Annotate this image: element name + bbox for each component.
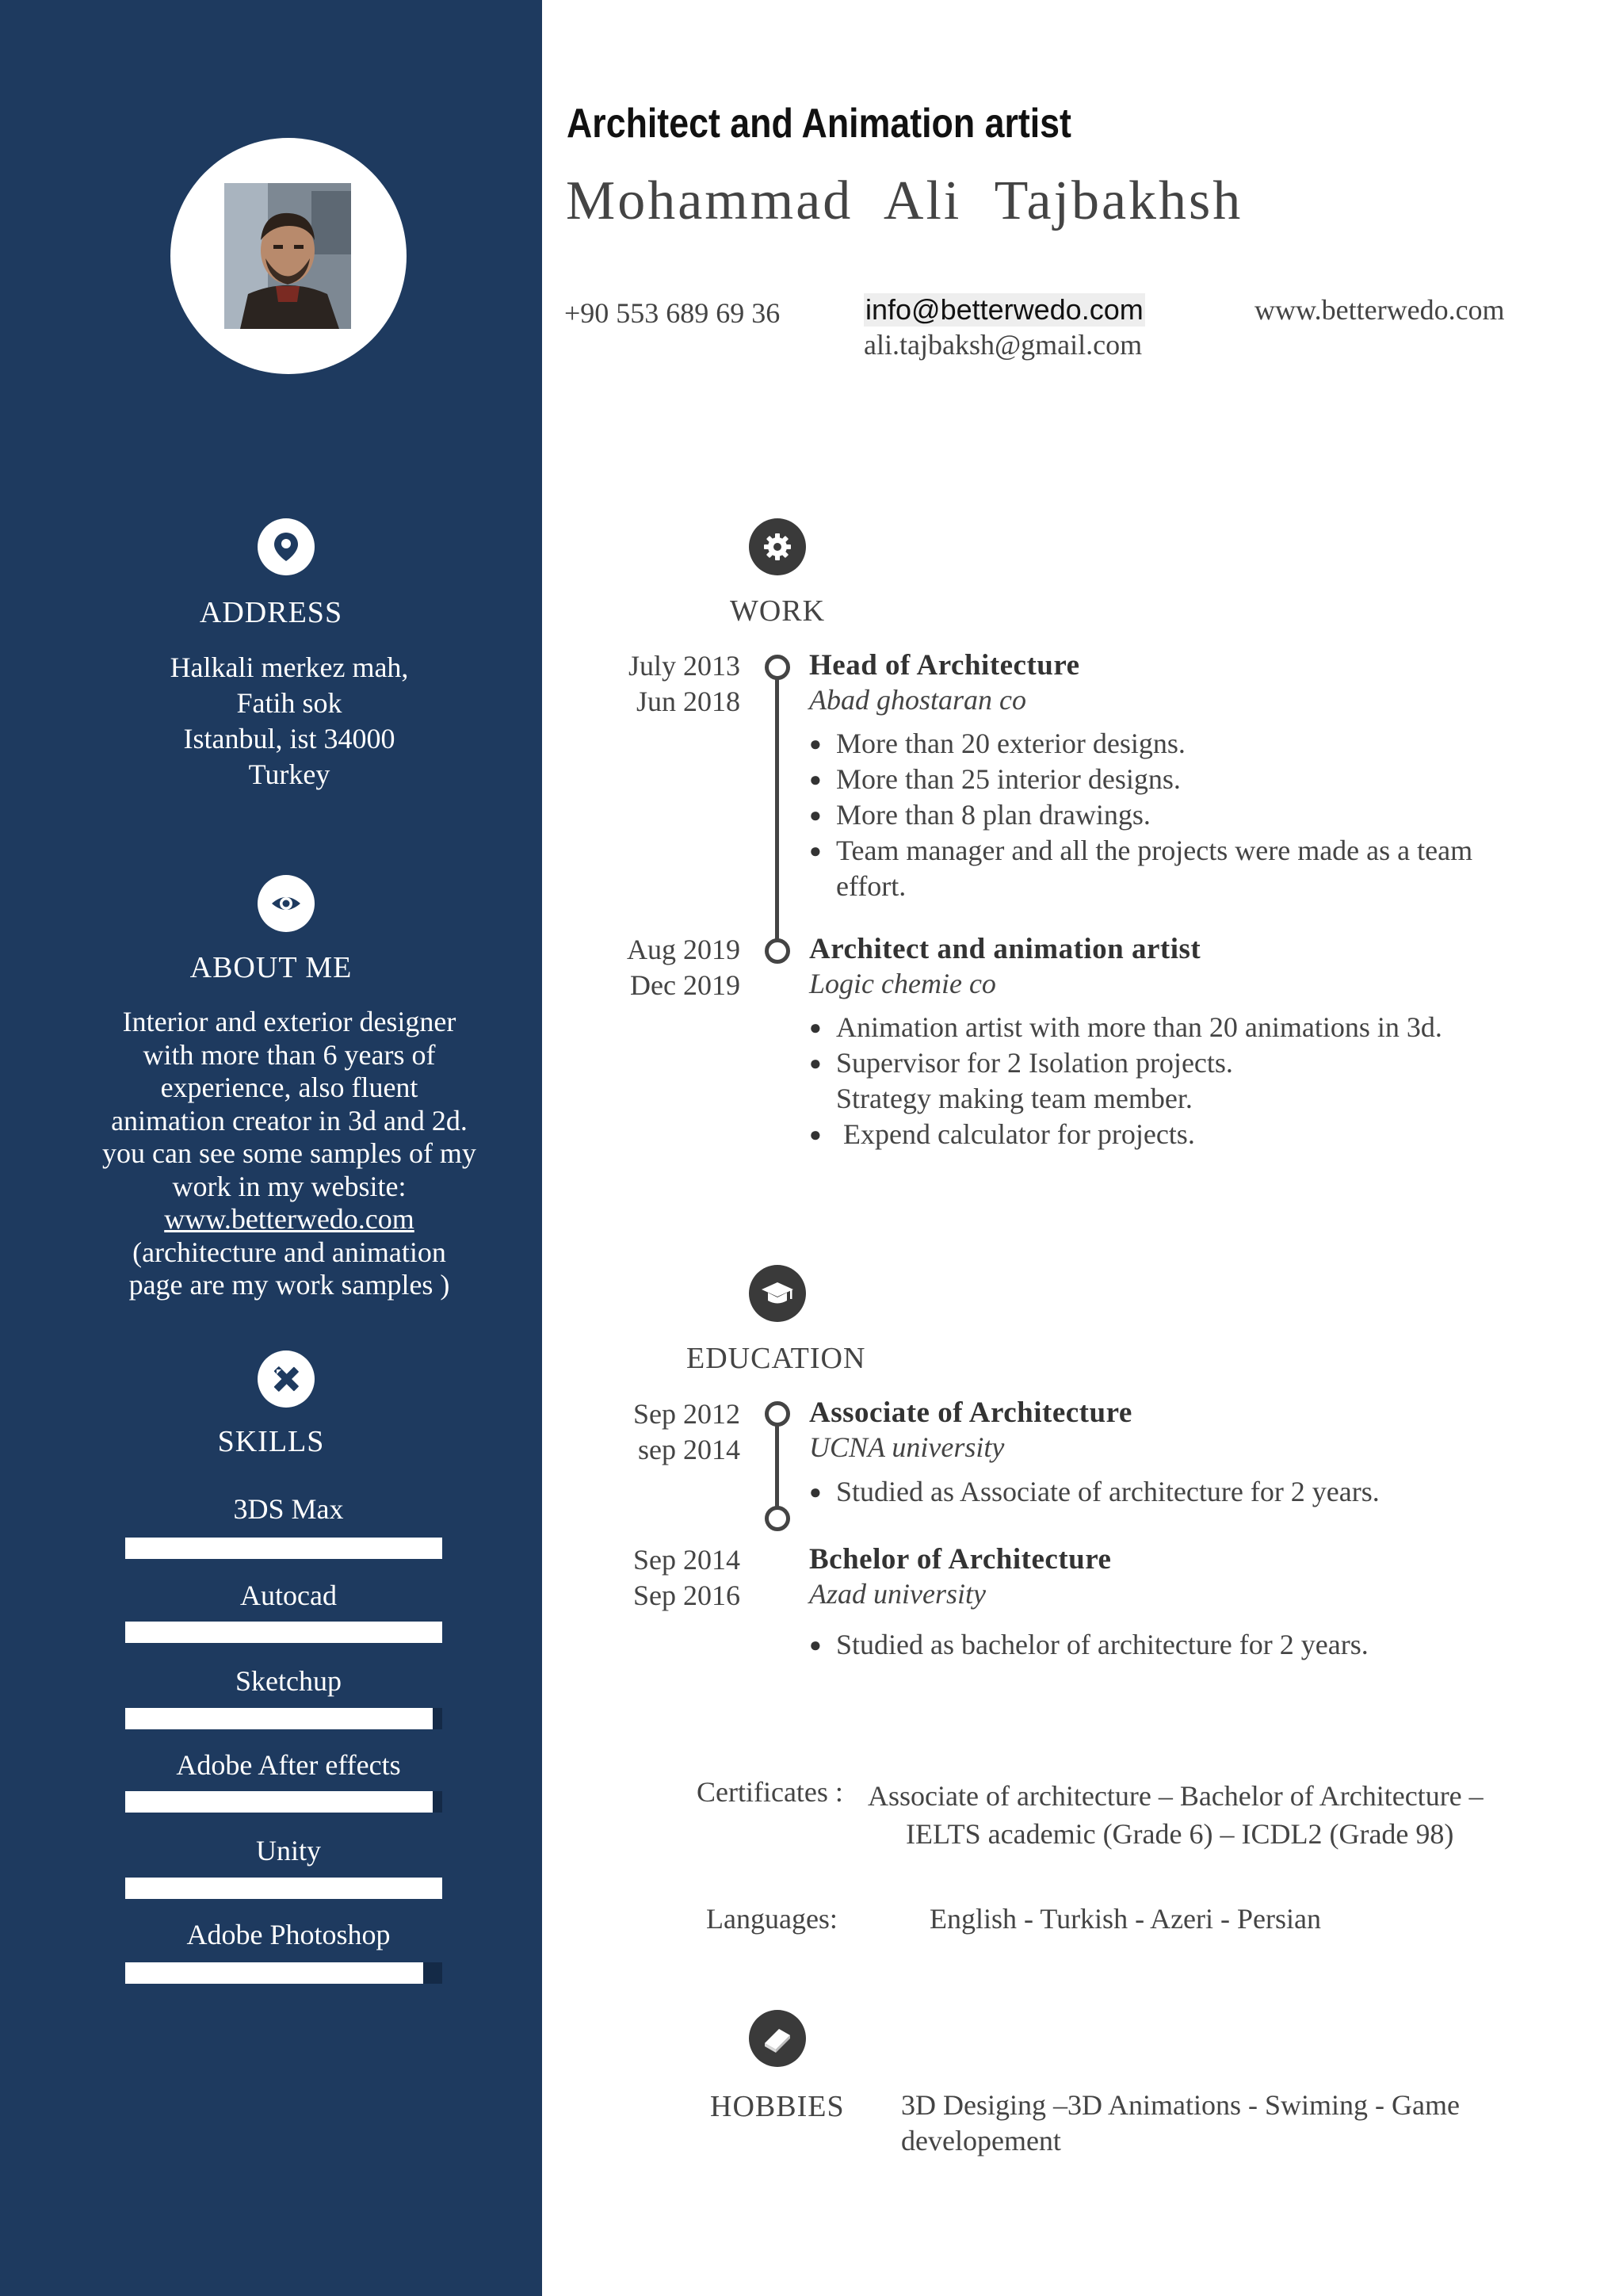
education-heading: EDUCATION [686,1342,866,1375]
list-item: ● More than 8 plan drawings. [809,797,1554,833]
skill-bar [125,1791,442,1813]
eye-icon [258,875,315,932]
list-item: ● Supervisor for 2 Isolation projects. [809,1045,1554,1081]
address-line: Turkey [248,758,330,790]
avatar [224,183,351,329]
date-start: Sep 2012 [633,1398,740,1430]
skill-label: Adobe Photoshop [186,1919,391,1950]
hobbies-text: 3D Desiging –3D Animations - Swiming - Game developement [901,2089,1460,2157]
address-line: Halkali merkez mah, [170,651,409,683]
skill-fill [125,1622,442,1643]
skill-label: Adobe After effects [176,1749,401,1781]
skill-bar [125,1538,442,1559]
list-item: Strategy making team member. [836,1083,1193,1114]
date-start: Aug 2019 [627,934,740,965]
website[interactable]: www.betterwedo.com [1254,294,1505,326]
person-name: Mohammad Ali Tajbakhsh [566,170,1243,231]
timeline-node [765,1401,790,1427]
about-text [55,1006,523,1302]
skill-label: 3DS Max [233,1493,344,1525]
entry-bullets [809,1010,1554,1152]
about-line: with more than 6 years of [143,1038,436,1071]
date-end: Sep 2016 [633,1580,740,1611]
graduation-cap-icon [749,1265,806,1322]
about-line: animation creator in 3d and 2d. [111,1104,468,1137]
date-start: Sep 2014 [633,1544,740,1576]
list-item: ● Animation artist with more than 20 animations in 3d. [809,1010,1554,1045]
address-line: Fatih sok [236,687,342,719]
about-line: Interior and exterior designer [122,1006,456,1037]
list-item: ● Studied as bachelor of architecture for 2 years. [809,1627,1554,1663]
sidebar [0,0,542,2296]
website-link[interactable]: www.betterwedo.com [164,1203,414,1235]
certificates-line: IELTS academic (Grade 6) – ICDL2 (Grade 98) [906,1818,1454,1850]
about-line: work in my website: [172,1170,407,1202]
pencil-ruler-icon [258,1350,315,1408]
list-item: ● Team manager and all the projects were made as a team effort. [809,833,1549,904]
job-title: Architect and Animation artist [567,101,1071,147]
email-secondary[interactable]: ali.tajbaksh@gmail.com [864,329,1143,361]
skill-fill [125,1962,423,1984]
map-pin-icon [258,518,315,575]
skill-fill [125,1791,433,1813]
work-date [613,648,740,720]
timeline-node [765,1506,790,1531]
languages-value: English - Turkish - Azeri - Persian [930,1903,1321,1935]
about-heading: ABOUT ME [189,951,353,984]
languages-label: Languages: [706,1903,838,1935]
skill-fill [125,1878,442,1899]
entry-bullets [809,1627,1554,1663]
entry-org: Azad university [809,1578,986,1610]
phone-number: +90 553 689 69 36 [564,297,781,329]
hobbies-heading: HOBBIES [710,2090,845,2123]
skill-label: Sketchup [235,1665,342,1697]
education-date [613,1542,740,1614]
skill-bar [125,1878,442,1899]
address-line: Istanbul, ist 34000 [183,723,395,755]
list-item: ● More than 20 exterior designs. [809,726,1554,762]
skill-label: Unity [255,1835,321,1866]
entry-org: Abad ghostaran co [809,684,1026,716]
list-item: ● More than 25 interior designs. [809,762,1554,797]
about-line: you can see some samples of my [102,1137,476,1169]
entry-title: Head of Architecture [809,649,1080,682]
timeline-node [765,655,790,680]
entry-title: Architect and animation artist [809,933,1201,965]
entry-bullets [809,1474,1554,1510]
timeline-line [775,674,779,946]
date-start: July 2013 [628,650,740,682]
skill-bar [125,1962,442,1984]
email-primary[interactable]: info@betterwedo.com [865,293,1144,326]
address-heading: ADDRESS [199,596,343,629]
skills-heading: SKILLS [217,1425,325,1458]
entry-bullets [809,726,1554,904]
entry-title: Associate of Architecture [809,1396,1132,1429]
skill-bar [125,1708,442,1729]
about-line: (architecture and animation [132,1236,446,1268]
date-end: Jun 2018 [636,686,740,717]
about-line: experience, also fluent [160,1072,418,1103]
education-date [613,1396,740,1468]
certificates-line: Associate of architecture – Bachelor of Architecture – [868,1780,1484,1812]
gear-icon [749,518,806,575]
work-heading: WORK [730,594,826,628]
about-line: page are my work samples ) [128,1269,450,1301]
entry-title: Bchelor of Architecture [809,1543,1112,1576]
timeline-node [765,938,790,964]
skill-bar [125,1622,442,1643]
book-icon [749,2010,806,2067]
entry-org: UCNA university [809,1431,1005,1463]
date-end: sep 2014 [638,1434,740,1465]
work-date [613,932,740,1003]
timeline-line [775,1419,779,1512]
address-text [55,650,523,793]
skill-label: Autocad [240,1580,337,1611]
entry-org: Logic chemie co [809,968,996,999]
skill-fill [125,1538,442,1559]
skill-fill [125,1708,433,1729]
date-end: Dec 2019 [630,969,740,1001]
list-item: ● Expend calculator for projects. [809,1117,1554,1152]
list-item: ● Studied as Associate of architecture for 2 years. [809,1474,1554,1510]
certificates-text [868,1777,1581,1853]
certificates-label: Certificates : [697,1776,843,1808]
